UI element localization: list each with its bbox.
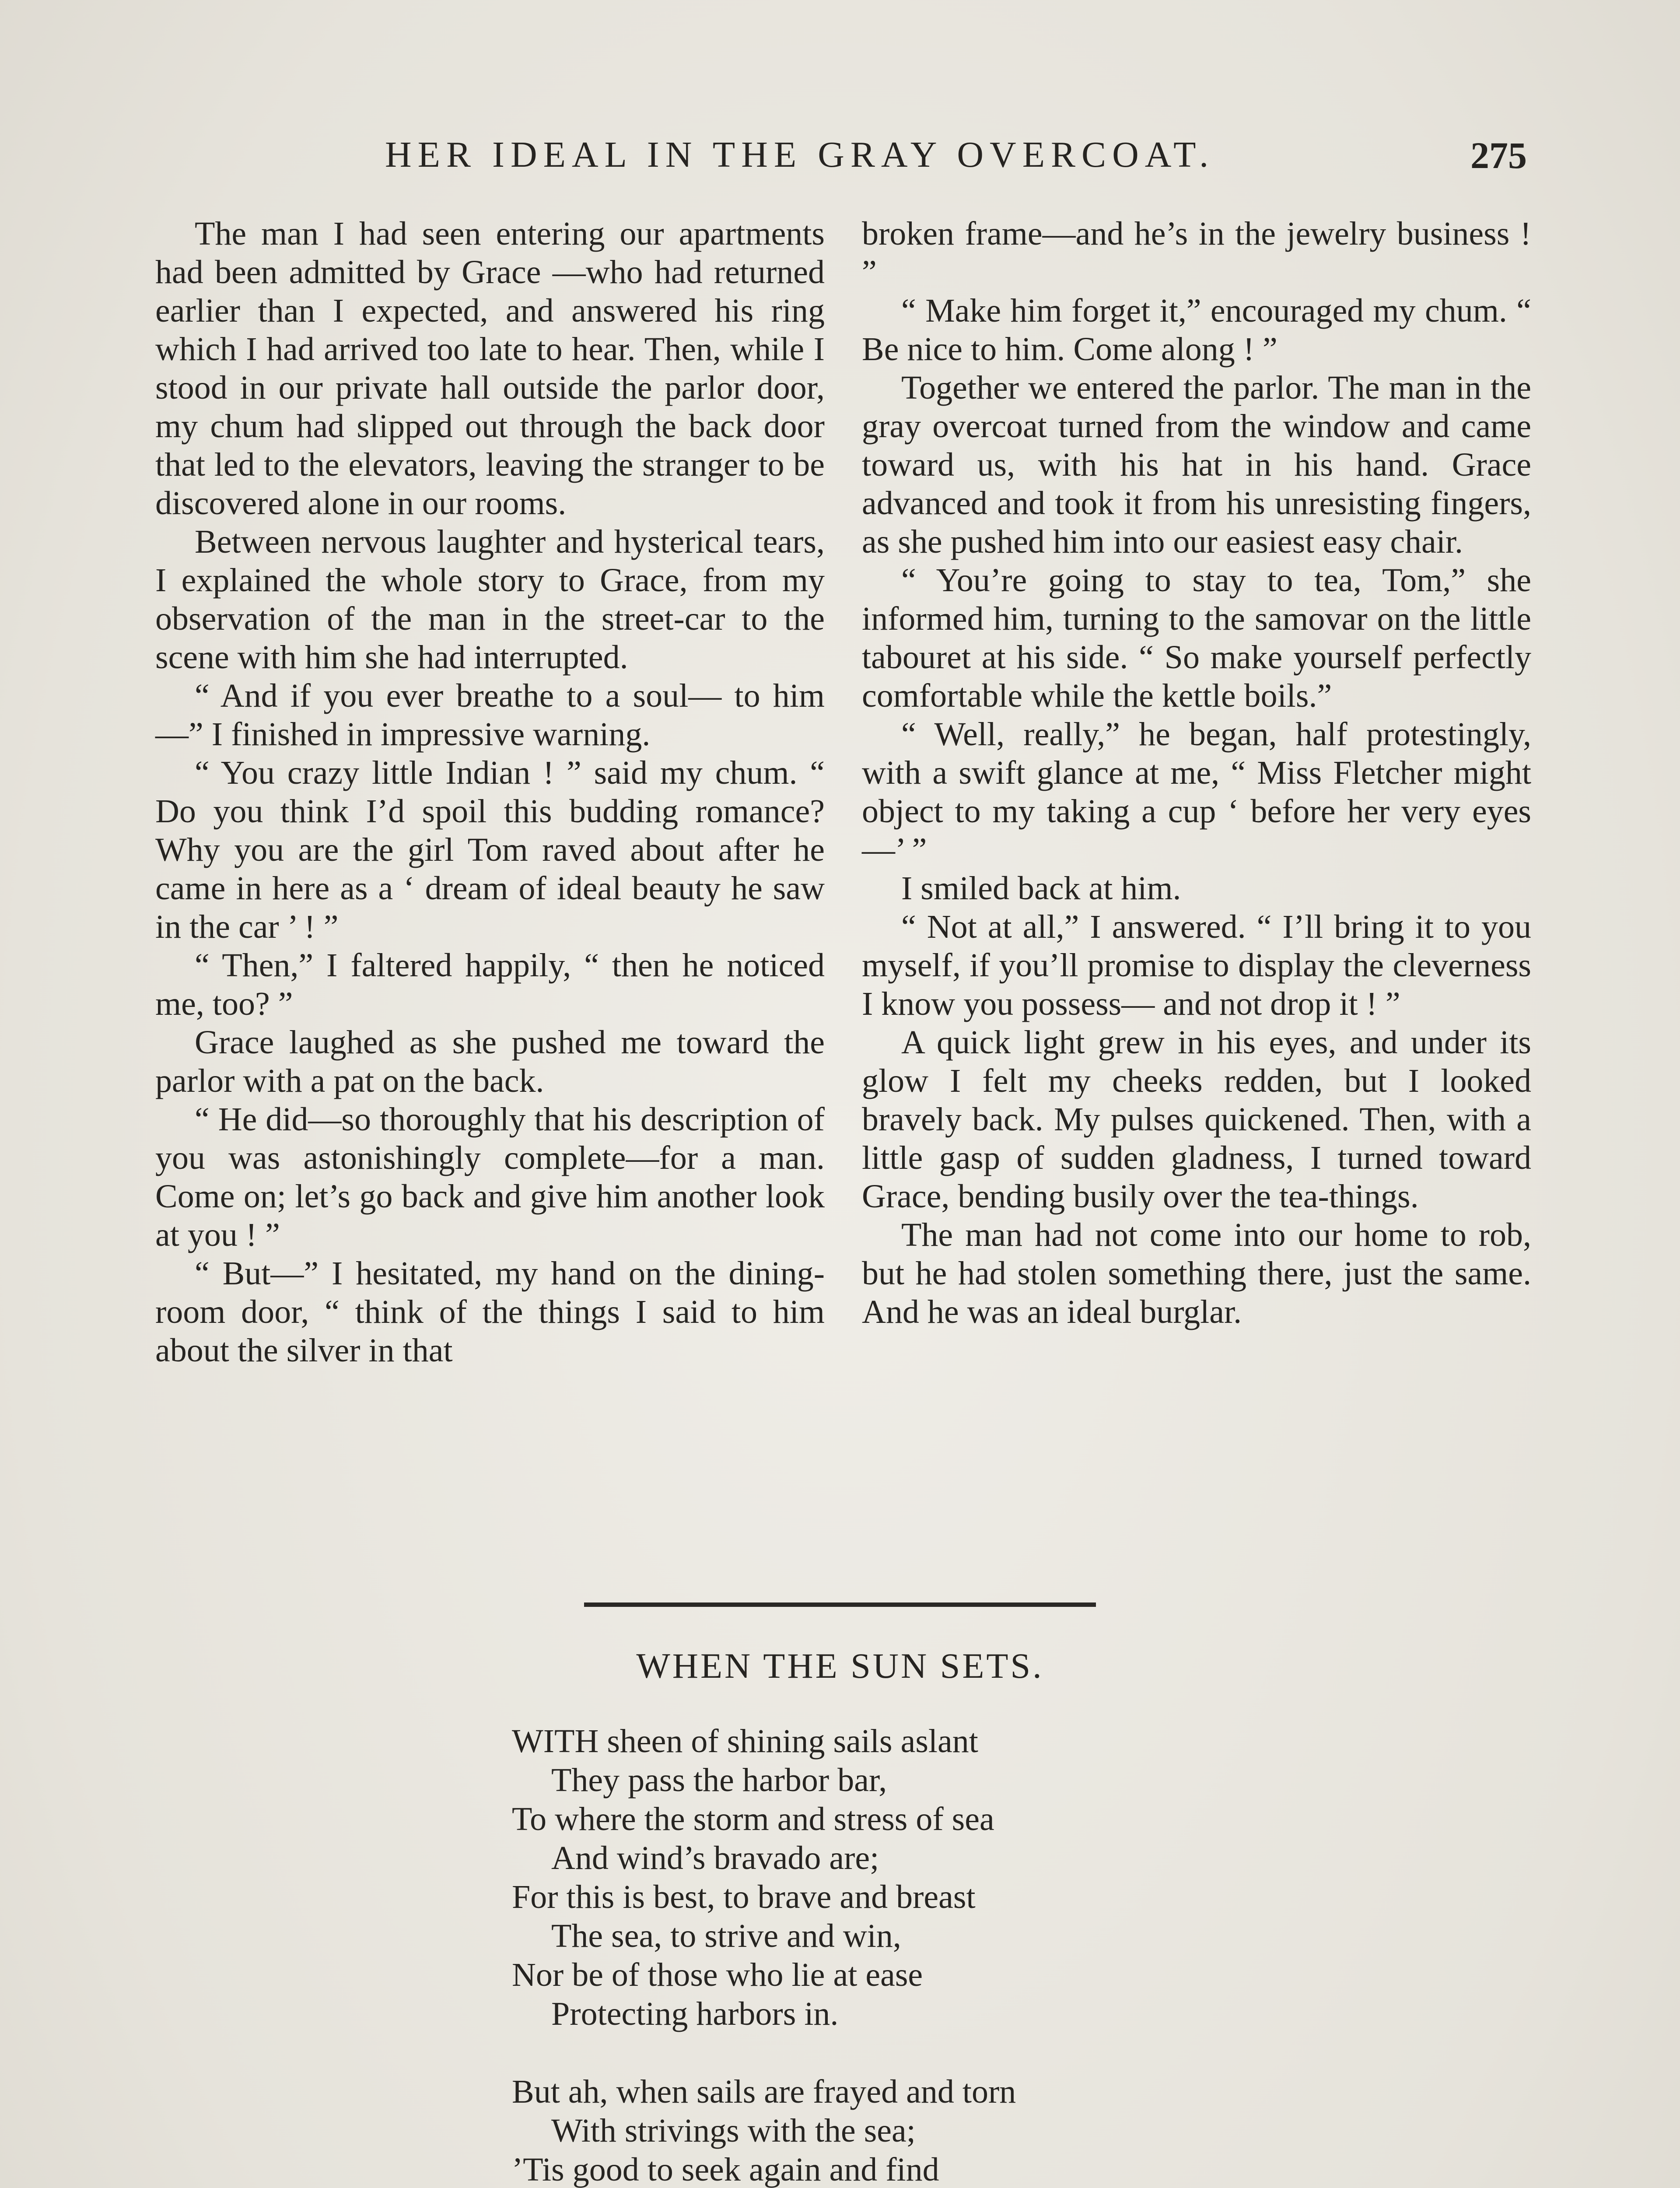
paragraph-continued: broken frame—and he’s in the jewelry business ! ”: [862, 215, 1531, 291]
poem-line: ’Tis good to seek again and find: [512, 2151, 939, 2188]
page-header: [153, 133, 1527, 182]
poem-title: WHEN THE SUN SETS.: [636, 1646, 1044, 1686]
paragraph: “ He did—so thoroughly that his description of you was astonishingly complete—for a man. Come on; let’s go back and give him another look at you ! ”: [155, 1101, 825, 1253]
paragraph: Grace laughed as she pushed me toward the parlor with a pat on the back.: [155, 1024, 825, 1099]
poem-line: And wind’s bravado are;: [551, 1840, 879, 1876]
poem-line: To where the storm and stress of sea: [512, 1801, 994, 1837]
paragraph: “ You’re going to stay to tea, Tom,” she informed him, turning to the samovar on the little tabouret at his side. “ So make yourself perfectly comfortable while the kettle boils.”: [862, 562, 1531, 714]
poem-line: With strivings with the sea;: [551, 2112, 916, 2149]
section-divider: [584, 1602, 1096, 1607]
paragraph: “ Make him forget it,” encouraged my chum. “ Be nice to him. Come along ! ”: [862, 292, 1531, 368]
paragraph: The man had not come into our home to rob, but he had stolen something there, just the same. And he was an ideal burglar.: [862, 1217, 1531, 1330]
poem-line: The sea, to strive and win,: [551, 1918, 901, 1954]
paragraph: The man I had seen entering our apartments had been admitted by Grace —who had returned earlier than I expected, and answered his ring which I had arrived too late to hear. Then, while I stood in our private hall outside the parlor door, my chum had slipped out through the back door that led to the elevators, leaving the stranger to be discovered alone in our rooms.: [155, 215, 825, 522]
left-text-column: [155, 214, 825, 1370]
stanza: [512, 2072, 1299, 2188]
stanza: [512, 1722, 1299, 2034]
paragraph: “ And if you ever breathe to a soul— to him—” I finished in impressive warning.: [155, 677, 825, 753]
paragraph: “ Well, really,” he began, half protestingly, with a swift glance at me, “ Miss Fletcher might object to my taking a cup ‘ before her very eyes—’ ”: [862, 716, 1531, 868]
running-title: HER IDEAL IN THE GRAY OVERCOAT.: [385, 134, 1215, 175]
paragraph: “ Not at all,” I answered. “ I’ll bring it to you myself, if you’ll promise to display the cleverness I know you possess— and not drop it ! ”: [862, 908, 1531, 1022]
paragraph: A quick light grew in his eyes, and under its glow I felt my cheeks redden, but I looked bravely back. My pulses quickened. Then, with a little gasp of sudden gladness, I turned toward Grace, bending busily over the tea-things.: [862, 1024, 1531, 1215]
poem-line: They pass the harbor bar,: [551, 1762, 887, 1799]
page-number: 275: [1470, 134, 1527, 176]
poem-line: WITH sheen of shining sails aslant: [512, 1723, 978, 1760]
paragraph: “ But—” I hesitated, my hand on the dining-room door, “ think of the things I said to him about the silver in that: [155, 1255, 825, 1369]
poem-line: Nor be of those who lie at ease: [512, 1957, 923, 1993]
paragraph: “ Then,” I faltered happily, “ then he noticed me, too? ”: [155, 947, 825, 1022]
paragraph: Together we entered the parlor. The man in the gray overcoat turned from the window and came toward us, with his hat in his hand. Grace advanced and took it from his unresisting fingers, as she pushed him into our easiest easy chair.: [862, 369, 1531, 560]
paragraph: I smiled back at him.: [901, 870, 1181, 907]
poem: [512, 1722, 1299, 2188]
poem-line: Protecting harbors in.: [551, 1995, 839, 2032]
right-text-column: [862, 214, 1531, 1331]
paragraph: “ You crazy little Indian ! ” said my chum. “ Do you think I’d spoil this budding romance? Why you are the girl Tom raved about after he came in here as a ‘ dream of ideal beauty he saw in the car ’ ! ”: [155, 754, 825, 945]
poem-line: But ah, when sails are frayed and torn: [512, 2073, 1016, 2110]
poem-line: For this is best, to brave and breast: [512, 1879, 976, 1915]
paragraph: Between nervous laughter and hysterical tears, I explained the whole story to Grace, from my observation of the man in the street-car to the scene with him she had interrupted.: [155, 523, 825, 676]
